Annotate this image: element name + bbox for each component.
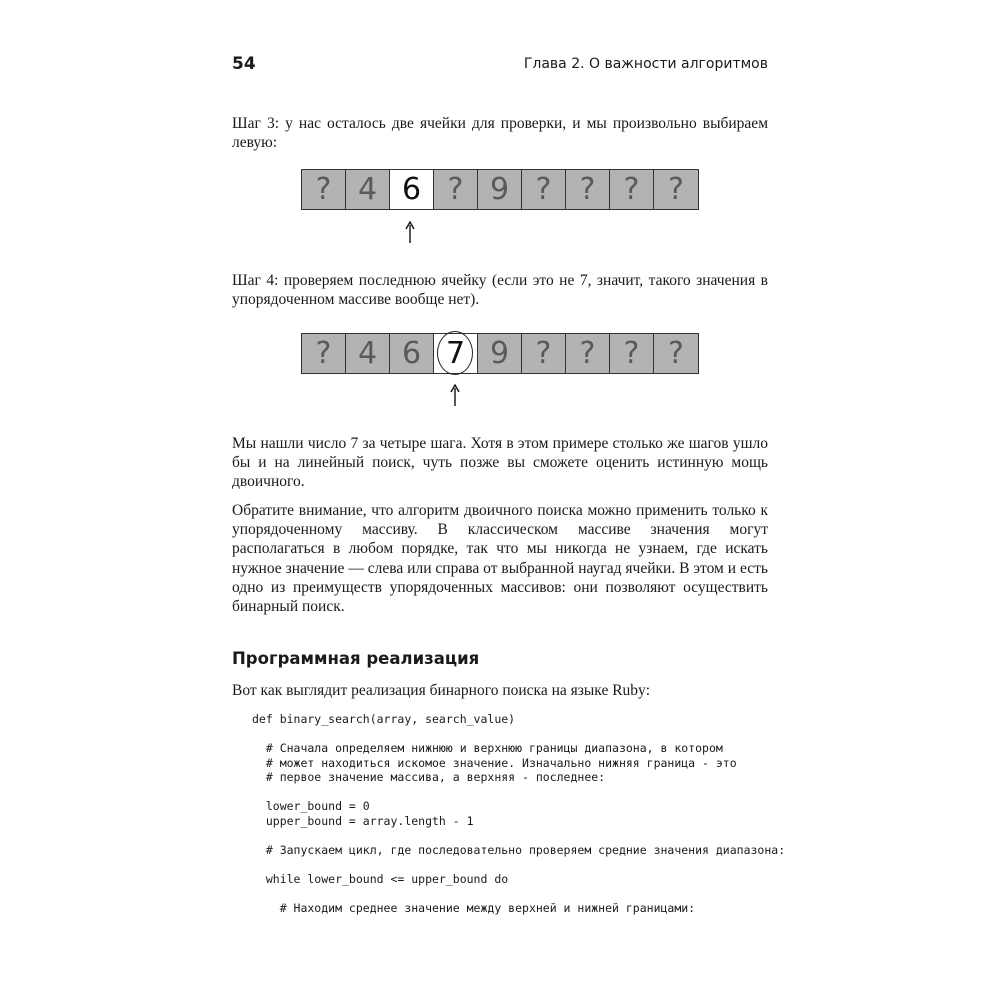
array-cell: ? [302, 334, 346, 373]
paragraph-result: Мы нашли число 7 за четыре шага. Хотя в этом примере столько же шагов ушло бы и на линейный поиск, чуть позже вы сможете оценить истинную мощь двоичного. [232, 435, 768, 491]
array-cell: ? [434, 170, 478, 209]
array-cell: ? [610, 334, 654, 373]
paragraph-note: Обратите внимание, что алгоритм двоичного поиска можно применить только к упорядоченному массиву. В классическом массиве значения могут располагаться в любом порядке, так что мы никогда не узнаем, где искать нужное значение — слева или справа от выбранной наугад ячейки. В этом и есть одно из преимуществ упорядоченных массивов: они позволяют осуществить бинарный поиск. [232, 502, 768, 616]
pointer-arrow-step4 [449, 384, 461, 406]
array-step4 [301, 333, 699, 374]
code-bounds-init: lower_bound = 0 upper_bound = array.length - 1 [265, 799, 474, 828]
array-cell: 6 [390, 334, 434, 373]
array-cell: 6 [390, 170, 434, 209]
array-cell: 4 [346, 170, 390, 209]
code-comment-bounds: # Сначала определяем нижнюю и верхнюю границы диапазона, в котором # может находиться искомое значение. Изначально нижняя граница - это # первое значение массива, а верхняя - последнее: [265, 741, 737, 785]
array-cell: ? [654, 334, 698, 373]
pointer-arrow-step3 [404, 221, 416, 243]
step4-text: Шаг 4: проверяем последнюю ячейку (если это не 7, значит, такого значения в упорядоченном массиве вообще нет). [232, 272, 768, 309]
array-cell: 9 [478, 334, 522, 373]
code-while: while lower_bound <= upper_bound do [252, 872, 509, 886]
array-cell: ? [566, 170, 610, 209]
array-cell: ? [522, 334, 566, 373]
array-cell: ? [302, 170, 346, 209]
array-cell: 9 [478, 170, 522, 209]
array-cell: 4 [346, 334, 390, 373]
page-number: 54 [232, 54, 256, 74]
array-cell: ? [610, 170, 654, 209]
section-intro: Вот как выглядит реализация бинарного поиска на языке Ruby: [232, 682, 651, 699]
array-cell: ? [654, 170, 698, 209]
code-line-def: def binary_search(array, search_value) [252, 712, 516, 726]
code-comment-loop: # Запускаем цикл, где последовательно проверяем средние значения диапазона: [252, 843, 786, 857]
running-head: Глава 2. О важности алгоритмов [523, 56, 768, 72]
array-cell: ? [522, 170, 566, 209]
array-cell: 7 [434, 334, 478, 373]
array-step3 [301, 169, 699, 210]
array-cell: ? [566, 334, 610, 373]
section-heading: Программная реализация [232, 649, 480, 668]
code-comment-mid: # Находим среднее значение между верхней и нижней границами: [252, 901, 696, 915]
page-header [232, 54, 768, 78]
step3-text: Шаг 3: у нас осталось две ячейки для проверки, и мы произвольно выбираем левую: [232, 115, 768, 152]
